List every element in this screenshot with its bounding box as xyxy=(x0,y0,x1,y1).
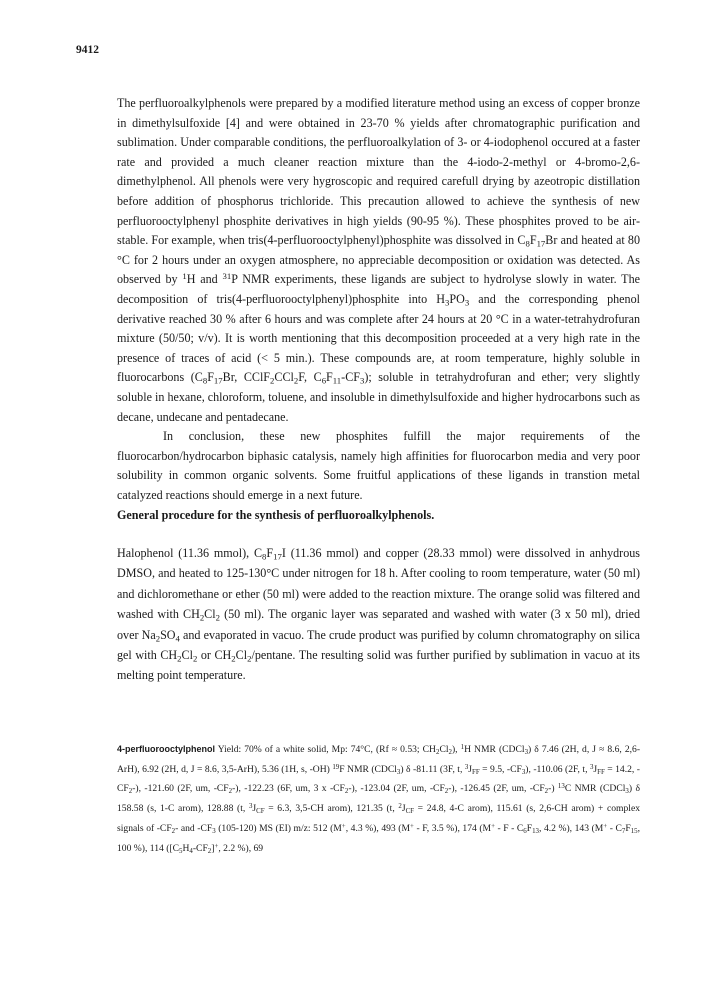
body-text xyxy=(117,94,640,505)
paragraph-results: The perfluoroalkylphenols were prepared by a modified literature method using an excess of copper bronze in dimethylsulfoxide [4] and were obtained in 23-70 % yields after chromatographic purification and sublimation. Under comparable conditions, the perfluoroalkylation of 3- or 4-iodophenol occured at a faster rate and provided a much cleaner reaction mixture than the 4-iodo-2-methyl or 4-bromo-2,6-dimethylphenol. All phenols were very hygroscopic and required carefull drying by azeotropic distillation before addition of phosphorus trichloride. This precaution allowed to achieve the synthesis of new perfluorooctylphenyl phosphite derivatives in high yields (90-95 %). These phosphites proved to be air-stable. For example, when tris(4-perfluorooctylphenyl)phosphite was dissolved in $C_8F_{17}Br$ and heated at 80 °C for 2 hours under an oxygen atmosphere, no appreciable decomposition or oxidation was detected. As observed by $^1$H and $^{31}$P NMR experiments, these ligands are subject to hydrolyse slowly in water. The decomposition of tris(4-perfluorooctylphenyl)phosphite into $H_3PO_3$ and the corresponding phenol derivative reached 30 % after 6 hours and was complete after 24 hours at 20 °C in a water-tetrahydrofuran mixture (50/50; v/v). It is worth mentioning that this decomposition proceeded at a very high rate in the presence of traces of acid (< 5 min.). These compounds are, at room temperature, highly soluble in fluorocarbons ($C_8F_{17}Br$, CClF$_2$CCl$_2$F, $C_6F_{11}-CF_3$); soluble in tetrahydrofuran and ether; very slightly soluble in hexane, chloroform, toluene, and insoluble in dimethylsulfoxide and higher hydrocarbons such as decane, undecane and pentadecane. xyxy=(117,96,641,424)
procedure-paragraph: Halophenol (11.36 mmol), $C_8F_{17}I$ (11.36 mmol) and copper (28.33 mmol) were dissolved in anhydrous DMSO, and heated to 125-130°C under nitrogen for 18 h. After cooling to room temperature, water (50 ml) and dichloromethane or ether (50 ml) were added to the reaction mixture. The orange solid was filtered and washed with $CH_2Cl_2$ (50 ml). The organic layer was separated and washed with water (3 x 50 ml), dried over $Na_2SO_4$ and evaporated in vacuo. The crude product was purified by column chromatography on silica gel with $CH_2Cl_2$ or $CH_2Cl_2$/pentane. The resulting solid was further purified by sublimation in vacuo at its melting point temperature. xyxy=(117,546,641,683)
page-number: 9412 xyxy=(76,44,99,56)
characterization-data: 4-perfluorooctylphenol Yield: 70% of a white solid, Mp: 74°C, (Rf ≈ 0.53; $CH_2Cl_2$), $^1$H NMR (CDCl$_3$) δ 7.46 (2H, d, J ≈ 8.6, 2,6-ArH), 6.92 (2H, d, J = 8.6, 3,5-ArH), 5.36 (1H, s, -OH) $^{19}$F NMR (CDCl$_3$) δ -81.11 (3F, t, $^3J_{FF} = 9.5$, $-CF_3$), -110.06 (2F, t, $^3J_{FF} = 14.2$, $-CF_2-$), -121.60 (2F, um, $-CF_2-$), -122.23 (6F, um, 3 x $-CF_2-$), -123.04 (2F, um, $-CF_2-$), -126.45 (2F, um, $-CF_2-$) $^{13}$C NMR (CDCl$_3$) δ 158.58 (s, 1-C arom), 128.88 (t, $^3J_{CF} = 6.3$, 3,5-CH arom), 121.35 (t, $^2J_{CF} = 24.8$, 4-C arom), 115.61 (s, 2,6-CH arom) + complex signals of $-CF_2-$ and $-CF_3$ (105-120) MS (EI) m/z: 512 (M+, 4.3 %), 493 (M+ - F, 3.5 %), 174 (M+ - F - $C_6F_{13}$, 4.2 %), 143 ($M^+ - C_7F_{15}$, 100 %), 114 ($[C_5H_4-CF_2]^+$, 2.2 %), 69 xyxy=(117,743,641,855)
section-heading: General procedure for the synthesis of perfluoroalkylphenols. xyxy=(117,508,435,522)
paragraph-conclusion: In conclusion, these new phosphites fulfill the major requirements of the fluorocarbon/hydrocarbon biphasic catalysis, namely high affinities for fluorocarbon media and very poor solubility in common organic solvents. Some fruitful applications of these ligands in transtion metal catalyzed reactions should emerge in a next future. xyxy=(117,429,640,502)
compound-name: 4-perfluorooctylphenol xyxy=(117,744,216,754)
